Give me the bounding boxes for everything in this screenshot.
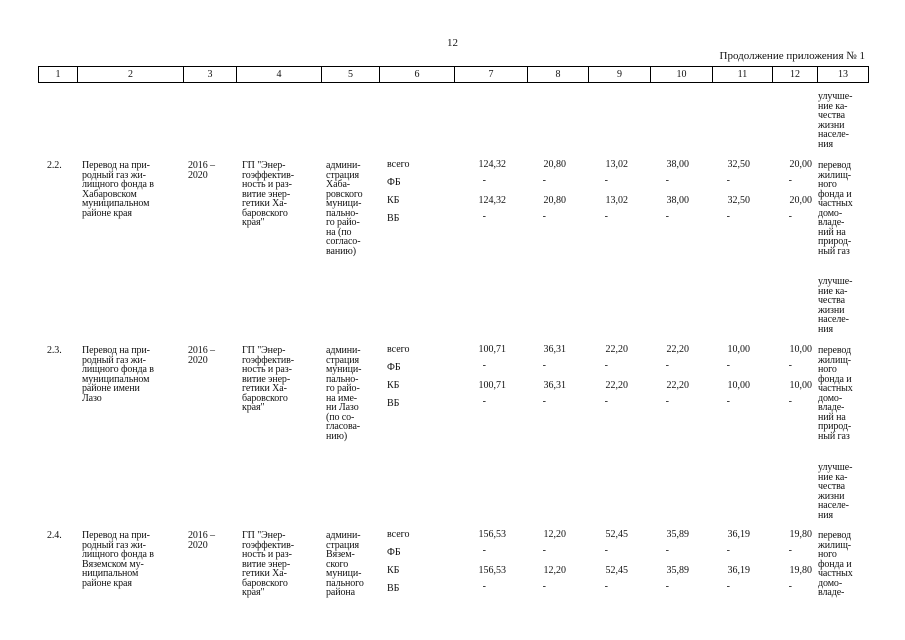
value-2018: - (665, 211, 669, 222)
source: всего (387, 529, 410, 540)
result-text: перевод жилищ- ного фонда и частных домо- владе- (818, 530, 853, 598)
result-text: перевод жилищ- ного фонда и частных домо- владе- ний на природ- ный газ (818, 160, 853, 257)
source: ФБ (387, 362, 401, 373)
value-2016: - (542, 211, 546, 222)
value-total: 156,53 (478, 565, 506, 576)
col-10: 10 (651, 67, 713, 83)
value-2019: 36,19 (727, 529, 750, 540)
period: 2016 – 2020 (188, 345, 215, 366)
value-total: 100,71 (478, 380, 506, 391)
source: КБ (387, 565, 400, 576)
value-total: 124,32 (478, 159, 506, 170)
value-2016: 20,80 (543, 159, 566, 170)
result-text: перевод жилищ- ного фонда и частных домо- владе- ний на природ- ный газ (818, 345, 853, 442)
source: всего (387, 344, 410, 355)
goal-text: улучше- ние ка- чества жизни населе- ния (818, 91, 853, 150)
value-2018: 22,20 (666, 380, 689, 391)
row-number: 2.2. (47, 160, 62, 171)
value-2019: 36,19 (727, 565, 750, 576)
value-2019: 10,00 (727, 380, 750, 391)
value-2017: - (604, 545, 608, 556)
source: всего (387, 159, 410, 170)
value-2020: 10,00 (789, 380, 812, 391)
value-2020: - (788, 396, 792, 407)
value-2018: 38,00 (666, 195, 689, 206)
value-2019: - (726, 396, 730, 407)
period: 2016 – 2020 (188, 160, 215, 181)
value-total: - (482, 581, 486, 592)
value-2016: - (542, 581, 546, 592)
value-2020: - (788, 175, 792, 186)
source: ВБ (387, 583, 400, 594)
value-total: 124,32 (478, 195, 506, 206)
row-number: 2.4. (47, 530, 62, 541)
col-3: 3 (184, 67, 237, 83)
value-2018: 22,20 (666, 344, 689, 355)
value-2020: - (788, 545, 792, 556)
value-2020: - (788, 581, 792, 592)
value-2020: 19,80 (789, 529, 812, 540)
col-4: 4 (237, 67, 322, 83)
page-number: 12 (447, 37, 458, 49)
period: 2016 – 2020 (188, 530, 215, 551)
col-12: 12 (773, 67, 818, 83)
value-2019: 32,50 (727, 195, 750, 206)
value-2016: - (542, 396, 546, 407)
col-9: 9 (589, 67, 651, 83)
value-2019: - (726, 175, 730, 186)
value-2018: - (665, 396, 669, 407)
value-2017: - (604, 175, 608, 186)
col-8: 8 (528, 67, 589, 83)
value-2020: 20,00 (789, 195, 812, 206)
program: ГП "Энер- гоэффектив- ность и раз- витие энер- гетики Ха- баровского края" (242, 530, 294, 598)
value-total: - (482, 211, 486, 222)
value-total: - (482, 360, 486, 371)
value-2017: 22,20 (605, 380, 628, 391)
source: ВБ (387, 398, 400, 409)
value-2017: 52,45 (605, 565, 628, 576)
column-number-header (38, 66, 869, 83)
value-2020: 10,00 (789, 344, 812, 355)
value-2018: 35,89 (666, 529, 689, 540)
source: ВБ (387, 213, 400, 224)
col-6: 6 (380, 67, 455, 83)
source: ФБ (387, 177, 401, 188)
value-total: - (482, 396, 486, 407)
value-total: - (482, 545, 486, 556)
value-2017: - (604, 581, 608, 592)
program: ГП "Энер- гоэффектив- ность и раз- витие энер- гетики Ха- баровского края" (242, 160, 294, 228)
value-2018: 35,89 (666, 565, 689, 576)
source: КБ (387, 195, 400, 206)
value-2019: - (726, 545, 730, 556)
value-total: 156,53 (478, 529, 506, 540)
value-2019: - (726, 581, 730, 592)
value-2016: - (542, 360, 546, 371)
program: ГП "Энер- гоэффектив- ность и раз- витие энер- гетики Ха- баровского края" (242, 345, 294, 413)
executor: админи- страция муници- пально- го райо- на име- ни Лазо (по со- гласова- нию) (326, 345, 362, 442)
value-2020: - (788, 360, 792, 371)
measure-name: Перевод на при- родный газ жи- лищного фонда в муниципальном районе имени Лазо (82, 345, 154, 404)
value-2020: - (788, 211, 792, 222)
col-13: 13 (818, 67, 869, 83)
value-2016: - (542, 175, 546, 186)
value-2020: 20,00 (789, 159, 812, 170)
value-2016: 20,80 (543, 195, 566, 206)
value-2020: 19,80 (789, 565, 812, 576)
value-2017: 13,02 (605, 195, 628, 206)
executor: админи- страция Вязем- ского муници- пального района (326, 530, 364, 598)
value-2017: - (604, 360, 608, 371)
value-2019: - (726, 360, 730, 371)
continuation-caption: Продолжение приложения № 1 (719, 50, 865, 62)
value-2019: 10,00 (727, 344, 750, 355)
measure-name: Перевод на при- родный газ жи- лищного фонда в Вяземском му- ниципальном районе края (82, 530, 154, 589)
value-total: - (482, 175, 486, 186)
value-2018: - (665, 360, 669, 371)
value-2018: - (665, 581, 669, 592)
col-1: 1 (39, 67, 78, 83)
value-2016: 36,31 (543, 344, 566, 355)
executor: админи- страция Хаба- ровского муници- пально- го райо- на (по согласо- ванию) (326, 160, 363, 257)
measure-name: Перевод на при- родный газ жи- лищного фонда в Хабаровском муниципальном районе края (82, 160, 154, 219)
value-2017: 13,02 (605, 159, 628, 170)
source: КБ (387, 380, 400, 391)
col-5: 5 (322, 67, 380, 83)
value-2016: 12,20 (543, 565, 566, 576)
source: ФБ (387, 547, 401, 558)
value-2018: - (665, 545, 669, 556)
goal-text: улучше- ние ка- чества жизни населе- ния (818, 462, 853, 521)
value-2018: 38,00 (666, 159, 689, 170)
value-2016: - (542, 545, 546, 556)
col-7: 7 (455, 67, 528, 83)
goal-text: улучше- ние ка- чества жизни населе- ния (818, 276, 853, 335)
value-2018: - (665, 175, 669, 186)
value-2017: 22,20 (605, 344, 628, 355)
value-2017: - (604, 396, 608, 407)
value-2016: 36,31 (543, 380, 566, 391)
value-2019: 32,50 (727, 159, 750, 170)
value-2016: 12,20 (543, 529, 566, 540)
value-2017: 52,45 (605, 529, 628, 540)
value-2019: - (726, 211, 730, 222)
row-number: 2.3. (47, 345, 62, 356)
col-2: 2 (78, 67, 184, 83)
value-total: 100,71 (478, 344, 506, 355)
value-2017: - (604, 211, 608, 222)
col-11: 11 (713, 67, 773, 83)
